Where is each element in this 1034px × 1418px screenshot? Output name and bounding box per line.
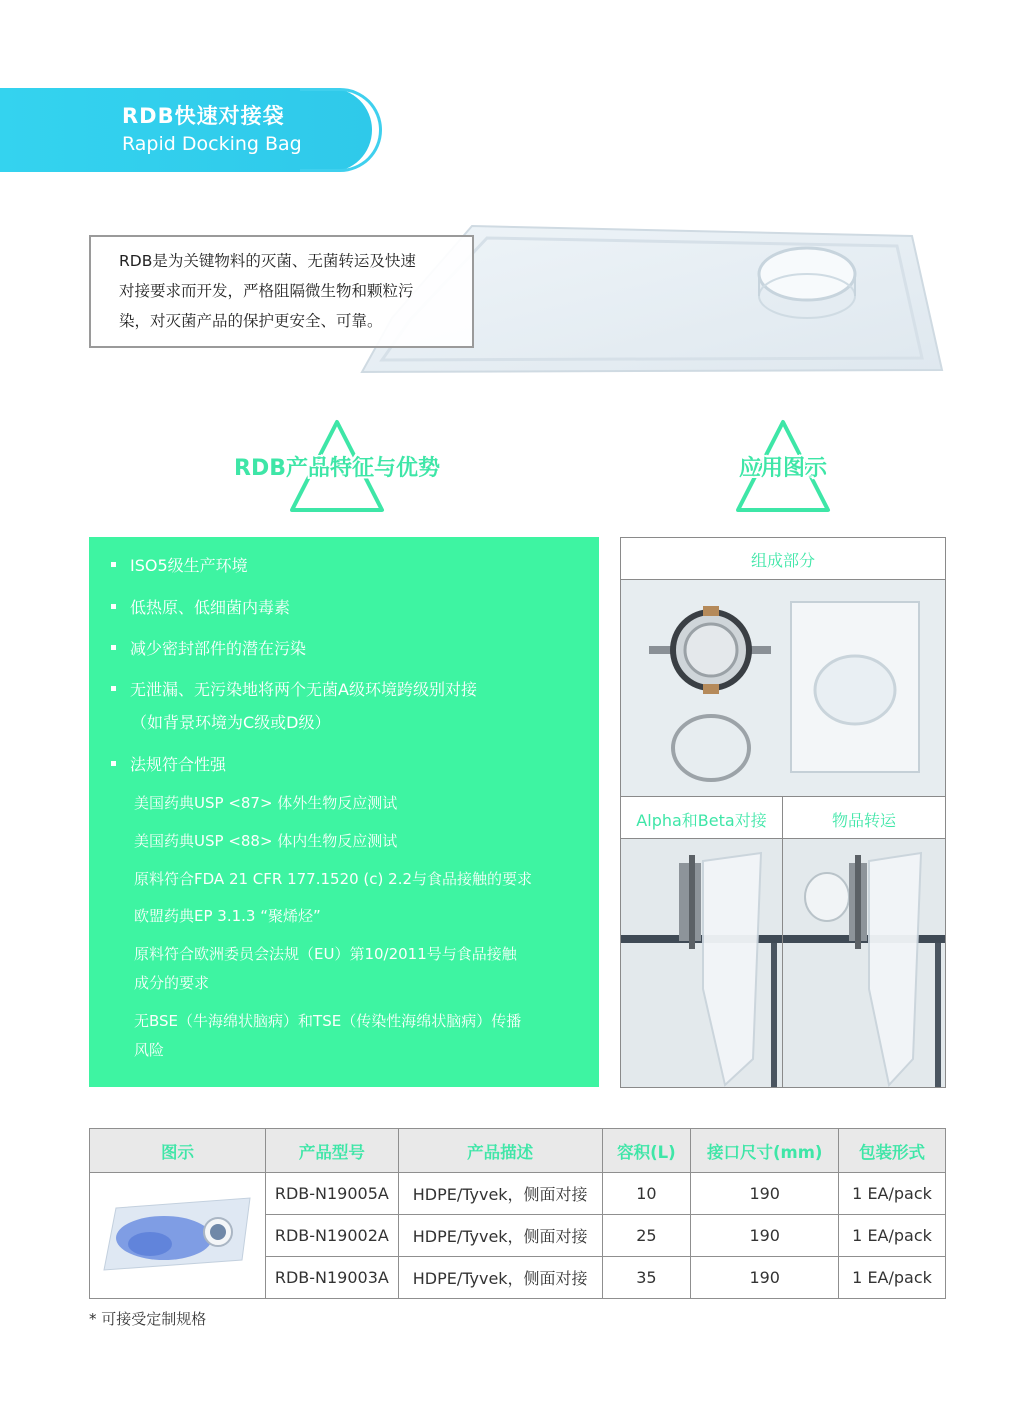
features-panel [89, 537, 599, 1087]
cell-description: HDPE/Tyvek，侧面对接 [398, 1257, 602, 1299]
feature-bullet: ISO5级生产环境 [111, 549, 248, 582]
regulation-item: 无BSE（牛海绵状脑病）和TSE（传染性海绵状脑病）传播 [134, 1012, 522, 1030]
header-port-size: 接口尺寸(mm) [691, 1129, 839, 1173]
divider [621, 796, 945, 797]
docking-photo [621, 839, 782, 1087]
regulation-item: 原料符合欧洲委员会法规（EU）第10/2011号与食品接触 [134, 945, 517, 963]
feature-bullet: 法规符合性强 [111, 748, 226, 781]
regulation-item: 欧盟药典EP 3.1.3 “聚烯烃” [134, 907, 321, 925]
bullet-square-icon [111, 604, 116, 609]
intro-line: 染，对灭菌产品的保护更安全、可靠。 [119, 312, 383, 330]
header-model: 产品型号 [265, 1129, 398, 1173]
cell-model: RDB-N19002A [265, 1215, 398, 1257]
regulation-item-continuation: 成分的要求 [134, 974, 210, 992]
regulation-item-continuation: 风险 [134, 1041, 165, 1059]
transfer-caption: 物品转运 [831, 811, 896, 830]
components-photo [621, 580, 945, 796]
transfer-photo [783, 839, 945, 1087]
cell-port-size: 190 [691, 1173, 839, 1215]
cell-port-size: 190 [691, 1257, 839, 1299]
intro-line: 对接要求而开发，严格阻隔微生物和颗粒污 [119, 282, 414, 300]
bullet-square-icon [111, 562, 116, 567]
cell-volume: 25 [602, 1215, 691, 1257]
product-image-cell [90, 1173, 266, 1299]
cell-packaging: 1 EA/pack [839, 1215, 946, 1257]
product-bag-image [102, 1194, 252, 1274]
regulation-item: 原料符合FDA 21 CFR 177.1520 (c) 2.2与食品接触的要求 [134, 870, 533, 888]
cell-packaging: 1 EA/pack [839, 1173, 946, 1215]
cell-volume: 35 [602, 1257, 691, 1299]
header-packaging: 包装形式 [839, 1129, 946, 1173]
components-caption: 组成部分 [750, 551, 815, 570]
application-section-title [730, 418, 836, 514]
features-section-title [222, 418, 452, 514]
header-volume: 容积(L) [602, 1129, 691, 1173]
cell-model: RDB-N19005A [265, 1173, 398, 1215]
regulation-item: 美国药典USP <88> 体内生物反应测试 [134, 832, 398, 850]
cell-port-size: 190 [691, 1215, 839, 1257]
application-panel [620, 537, 946, 1088]
docking-caption: Alpha和Beta对接 [636, 811, 767, 830]
footnote: * 可接受定制规格 [89, 1310, 207, 1328]
table-row [90, 1173, 946, 1215]
banner-ring-decoration [300, 88, 382, 172]
title-cn: RDB快速对接袋 [122, 104, 285, 128]
header-description: 产品描述 [398, 1129, 602, 1173]
cell-description: HDPE/Tyvek，侧面对接 [398, 1173, 602, 1215]
feature-bullet: 低热原、低细菌内毒素 [111, 591, 290, 624]
title-en: Rapid Docking Bag [122, 133, 302, 155]
table-header-row [90, 1129, 946, 1173]
intro-line: RDB是为关键物料的灭菌、无菌转运及快速 [119, 252, 416, 270]
feature-bullet: 减少密封部件的潜在污染 [111, 632, 306, 665]
bullet-square-icon [111, 761, 116, 766]
feature-bullet-continuation: （如背景环境为C级或D级） [131, 713, 331, 732]
bullet-square-icon [111, 686, 116, 691]
application-title-text: 应用图示 [738, 456, 827, 481]
features-title-text: RDB产品特征与优势 [234, 456, 440, 481]
header-image: 图示 [90, 1129, 266, 1173]
cell-packaging: 1 EA/pack [839, 1257, 946, 1299]
cell-model: RDB-N19003A [265, 1257, 398, 1299]
header-banner [0, 88, 385, 172]
intro-text-box [89, 235, 474, 348]
bullet-square-icon [111, 645, 116, 650]
regulation-item: 美国药典USP <87> 体外生物反应测试 [134, 794, 398, 812]
spec-table [89, 1128, 946, 1299]
cell-volume: 10 [602, 1173, 691, 1215]
feature-bullet: 无泄漏、无污染地将两个无菌A级环境跨级别对接 [111, 673, 477, 706]
cell-description: HDPE/Tyvek，侧面对接 [398, 1215, 602, 1257]
